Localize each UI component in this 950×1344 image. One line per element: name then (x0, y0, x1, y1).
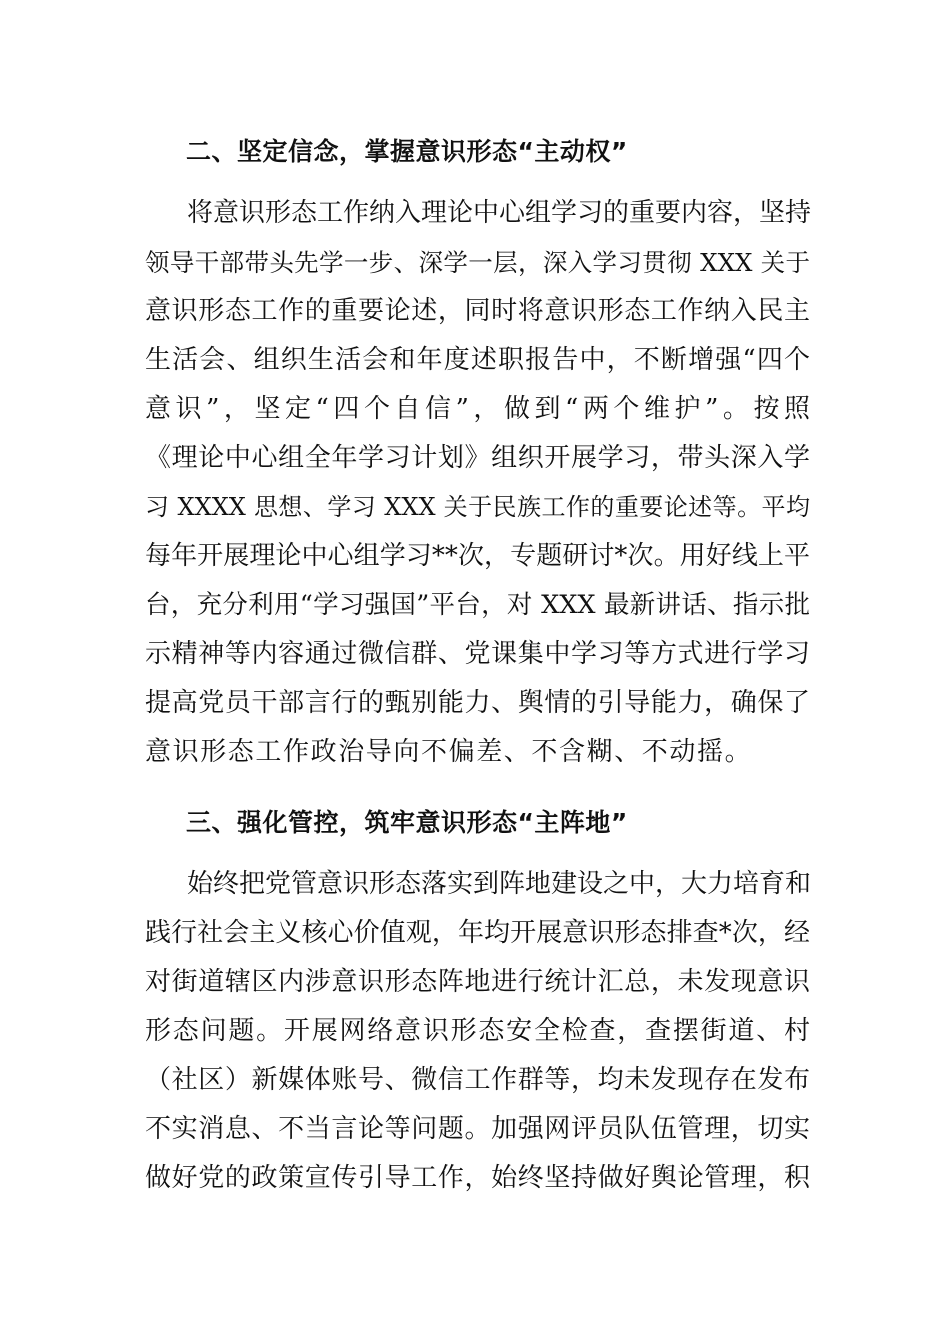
section-paragraph-2 (145, 189, 810, 777)
section-heading-3: 三、强化管控，筑牢意识形态“主阵地” (186, 808, 628, 837)
paragraph-line: 践行社会主义核心价值观，年均开展意识形态排查*次，经 (145, 918, 810, 948)
paragraph-line: 始终把党管意识形态落实到阵地建设之中，大力培育和 (187, 869, 812, 899)
paragraph-line: 意识”，坚定“四个自信”，做到“两个维护”。按照 (145, 394, 810, 424)
paragraph-line: 示精神等内容通过微信群、党课集中学习等方式进行学习 (145, 639, 810, 669)
paragraph-line: 每年开展理论中心组学习**次，专题研讨*次。用好线上平 (145, 541, 810, 571)
paragraph-line: 意识形态工作政治导向不偏差、不含糊、不动摇。 (145, 737, 753, 767)
paragraph-line: 提高党员干部言行的甄别能力、舆情的引导能力，确保了 (145, 688, 810, 718)
section-paragraph-3 (145, 860, 810, 1203)
paragraph-line: 将意识形态工作纳入理论中心组学习的重要内容，坚持 (187, 198, 812, 228)
paragraph-line: （社区）新媒体账号、微信工作群等，均未发现存在发布 (145, 1065, 810, 1095)
section-heading-2: 二、坚定信念，掌握意识形态“主动权” (186, 137, 628, 166)
paragraph-line: 生活会、组织生活会和年度述职报告中，不断增强“四个 (145, 345, 810, 375)
paragraph-line: 《理论中心组全年学习计划》组织开展学习，带头深入学 (145, 443, 810, 473)
paragraph-line: 台，充分利用“学习强国”平台，对 XXX 最新讲话、指示批 (145, 590, 810, 620)
paragraph-line: 形态问题。开展网络意识形态安全检查，查摆街道、村 (145, 1016, 810, 1046)
paragraph-line: 领导干部带头先学一步、深学一层，深入学习贯彻 XXX 关于 (145, 248, 810, 277)
paragraph-line: 意识形态工作的重要论述，同时将意识形态工作纳入民主 (145, 296, 810, 326)
paragraph-line: 习 XXXX 思想、学习 XXX 关于民族工作的重要论述等。平均 (145, 493, 810, 521)
paragraph-line: 做好党的政策宣传引导工作，始终坚持做好舆论管理，积 (145, 1163, 810, 1193)
paragraph-line: 对街道辖区内涉意识形态阵地进行统计汇总，未发现意识 (145, 967, 810, 997)
paragraph-line: 不实消息、不当言论等问题。加强网评员队伍管理，切实 (145, 1114, 810, 1144)
